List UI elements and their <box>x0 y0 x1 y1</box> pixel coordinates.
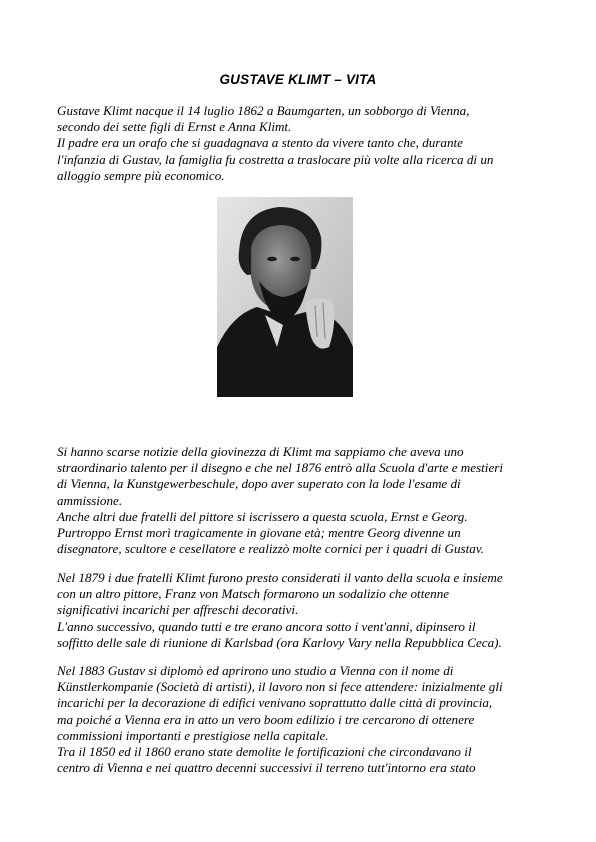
brothers-paragraph <box>57 570 547 651</box>
page-title: GUSTAVE KLIMT – VITA <box>219 72 377 87</box>
klimt-portrait-photo <box>217 197 353 397</box>
text-line: Künstlerkompanie (Società di artisti), il lavoro non si fece attendere: inizialmente gli <box>57 679 503 695</box>
text-line: disegnatore, scultore e cesellatore e realizzò molte cornici per i quadri di Gustav. <box>57 541 484 557</box>
text-line: alloggio sempre più economico. <box>57 167 225 183</box>
text-line: Si hanno scarse notizie della giovinezza di Klimt ma sappiamo che aveva uno <box>57 444 464 459</box>
text-line: Il padre era un orafo che si guadagnava a stento da vivere tanto che, durante <box>57 135 463 151</box>
text-line: L'anno successivo, quando tutti e tre erano ancora sotto i vent'anni, dipinsero il <box>57 618 476 634</box>
text-line: soffitto delle sale di riunione di Karlsbad (ora Karlovy Vary nella Repubblica Ceca). <box>57 634 502 650</box>
text-line: Purtroppo Ernst morì tragicamente in giovane età; mentre Georg divenne un <box>57 525 461 541</box>
text-line: straordinario talento per il disegno e che nel 1876 entrò alla Scuola d'arte e mestieri <box>57 460 503 476</box>
text-line: incarichi per la decorazione di edifici venivano soprattutto dalle città di provincia, <box>57 695 493 711</box>
intro-paragraph <box>57 103 547 184</box>
text-line: Anche altri due fratelli del pittore si iscrissero a questa scuola, Ernst e Georg. <box>57 508 468 524</box>
text-line: Nel 1879 i due fratelli Klimt furono presto considerati il vanto della scuola e insieme <box>57 570 503 585</box>
text-line: Nel 1883 Gustav si diplomò ed aprirono uno studio a Vienna con il nome di <box>57 663 454 678</box>
text-line: di Vienna, la Kunstgewerbeschule, dopo aver superato con la lode l'esame di <box>57 476 461 492</box>
text-line: ma poiché a Vienna era in atto un vero boom edilizio i tre cercarono di ottenere <box>57 711 475 727</box>
text-line: commissioni importanti e prestigiose nella capitale. <box>57 727 329 743</box>
text-line: l'infanzia di Gustav, la famiglia fu costretta a traslocare più volte alla ricerca di un <box>57 151 494 167</box>
text-line: con un altro pittore, Franz von Matsch formarono un sodalizio che ottenne <box>57 586 450 602</box>
text-line: centro di Vienna e nei quattro decenni successivi il terreno tutt'intorno era stato <box>57 760 476 776</box>
text-line: Tra il 1850 ed il 1860 erano state demolite le fortificazioni che circondavano il <box>57 744 472 760</box>
text-line: secondo dei sette figli di Ernst e Anna Klimt. <box>57 119 292 135</box>
studio-paragraph <box>57 663 547 776</box>
text-line: significativi incarichi per affreschi decorativi. <box>57 602 299 618</box>
text-line: ammissione. <box>57 492 123 508</box>
text-line: Gustave Klimt nacque il 14 luglio 1862 a Baumgarten, un sobborgo di Vienna, <box>57 103 470 118</box>
youth-paragraph <box>57 444 547 557</box>
